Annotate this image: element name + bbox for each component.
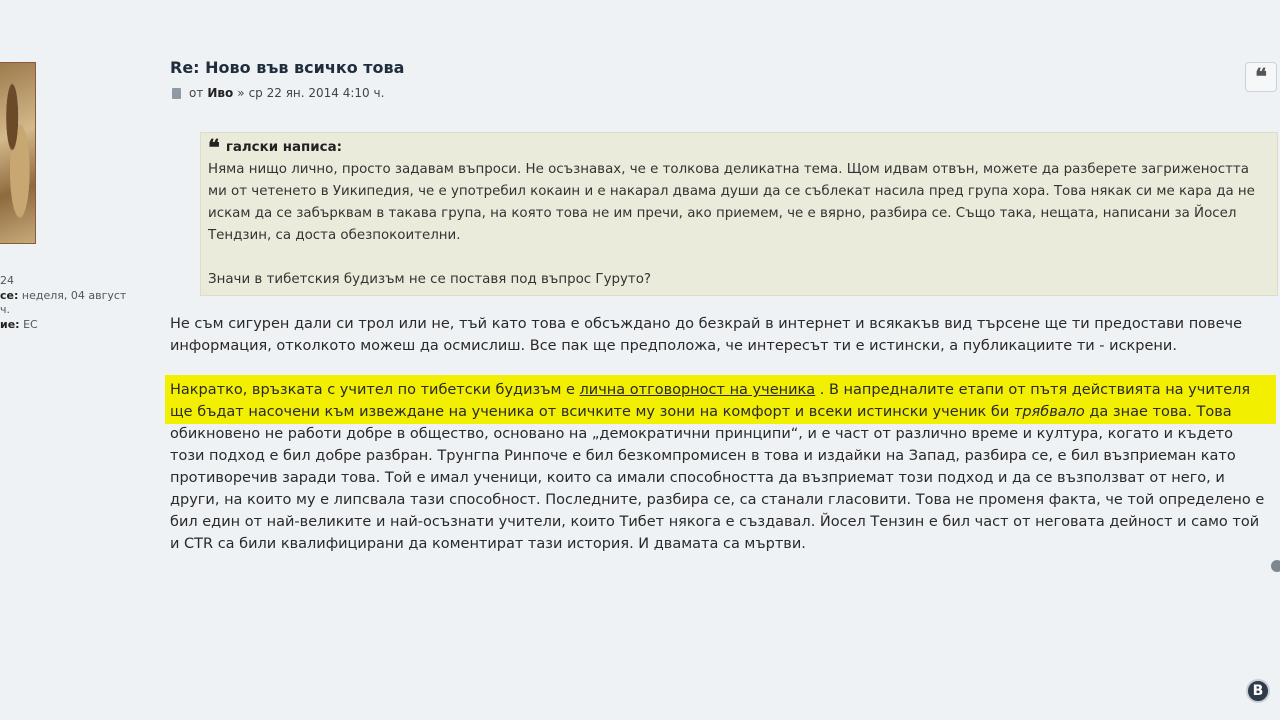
post-paragraph-2	[170, 379, 1270, 555]
profile-location-row	[0, 318, 126, 333]
profile-joined-label: се:	[0, 288, 19, 302]
quote-header	[208, 135, 1269, 161]
post-text: Накратко, връзката с учител по тибетски будизъм е	[170, 382, 580, 398]
user-profile-info	[0, 274, 126, 332]
post-text: . В напредналите етапи от пътя действията на учителя ще бъдат насочени към извеждане на ученика от всичките му зони на комфорт и всеки истински ученик би	[170, 382, 1251, 420]
quote-icon: ❝	[208, 135, 220, 161]
quote-paragraph: Няма нищо лично, просто задавам въпроси. Не осъзнавах, че е толкова деликатна тема. Щом идвам отвън, можете да разберете загрижеността ми от четенето в Уикипедия, че е употребил кокаин и е накарал двама души да се съблекат насила пред група хора. Това някак си ме кара да не искам да се забърквам в такава група, на която това не им пречи, ако приемем, че е вярно, разбира се. Също така, нещата, написани за Йосел Тендзин, са доста обезпокоителни.	[208, 162, 1255, 243]
quote-paragraph-2: Значи в тибетския будизъм не се поставя под въпрос Гуруто?	[208, 272, 652, 287]
profile-location-label: ие:	[0, 317, 20, 331]
post-paragraph-1: Не съм сигурен дали си трол или не, тъй като това е обсъждано до безкрай в интернет и всякакъв вид търсене ще ти предостави повече информация, отколкото можеш да осмислиш. Все пак ще предположа, че интересът ти е истински, а публикациите ти - искрени.	[170, 316, 1242, 354]
underlined-phrase: лична отговорност на ученика	[579, 382, 816, 398]
post-meta	[172, 86, 384, 100]
quote-author: галски написа:	[225, 140, 343, 155]
post-meta-prefix: от	[189, 86, 204, 100]
post-datetime: ср 22 ян. 2014 4:10 ч.	[248, 86, 385, 100]
quote-icon: ❝	[1255, 64, 1267, 90]
profile-joined-time: ч.	[0, 303, 10, 316]
post-text: да знае това. Това обикновено не работи добре в общество, основано на „демократични принципи“, и е част от различно време и култура, когато и където този подход е бил добре разбран. Трунгпа Ринпоче е бил безкомпромисен в това и издайки на Запад, разбира се, е бил възприеман като противоречив заради това. Той е имал ученици, които са имали способността да възприемат този подход и да се възползват от него, и други, на които му е липсвала тази способност. Последните, разбира се, са станали гласовити. Това не променя факта, че той определено е бил един от най-великите и най-осъзнати учители, които Тибет някога е създавал. Йосел Тензин е бил част от неговата дейност и само той и CTR са били квалифицирани да коментират тази история. И двамата са мъртви.	[170, 404, 1265, 552]
scroll-indicator[interactable]	[1271, 560, 1280, 572]
user-avatar[interactable]	[0, 62, 36, 244]
italic-word: трябвало	[1013, 404, 1085, 420]
watermark-logo: B	[1246, 679, 1270, 703]
profile-joined-value: неделя, 04 август	[21, 288, 127, 302]
post-author[interactable]: Иво	[207, 86, 234, 100]
profile-location-value: ЕС	[23, 317, 38, 331]
profile-posts-count: 24	[0, 274, 14, 287]
post-meta-sep: »	[237, 86, 245, 100]
quote-button[interactable]	[1245, 62, 1277, 92]
profile-joined-row	[0, 289, 126, 304]
post-icon[interactable]	[172, 88, 181, 99]
quote-block	[200, 132, 1278, 296]
post-title[interactable]: Re: Ново във всичко това	[170, 58, 405, 77]
